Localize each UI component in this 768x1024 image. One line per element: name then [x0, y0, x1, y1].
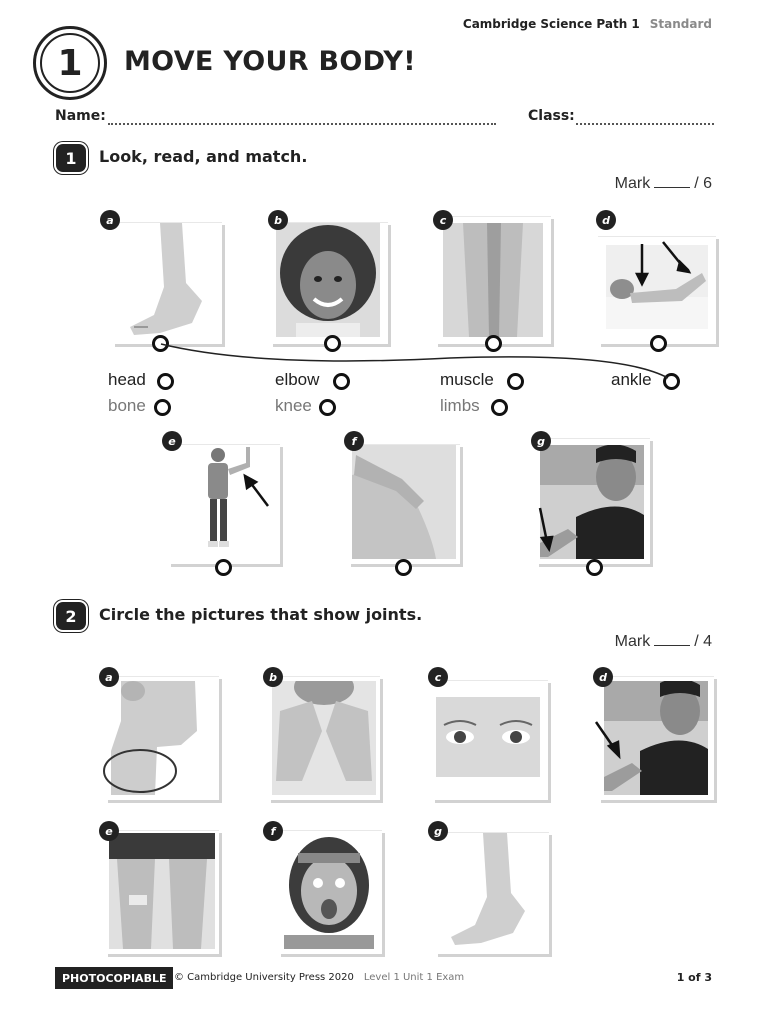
word-dot-head[interactable]: [157, 373, 174, 390]
exercise-2-mark: [615, 633, 712, 651]
exercise-2-instruction: Circle the pictures that show joints.: [99, 605, 423, 624]
ex1-picture-c: [435, 216, 551, 344]
word-dot-muscle[interactable]: [507, 373, 524, 390]
exercise-2-number: 2: [56, 602, 86, 630]
exercise-1-instruction: Look, read, and match.: [99, 147, 308, 166]
ex1-picture-b: [270, 222, 388, 344]
mark-label: Mark: [614, 633, 651, 650]
unit-number: 1: [57, 42, 83, 84]
ex2-picture-f[interactable]: [278, 830, 382, 954]
series-title: [463, 17, 712, 31]
mark-blank[interactable]: [654, 187, 690, 188]
word-dot-bone[interactable]: [154, 399, 171, 416]
exam-label: Level 1 Unit 1 Exam: [363, 972, 465, 983]
letter-g-badge: g: [428, 821, 448, 841]
ex2-picture-g[interactable]: [435, 832, 549, 954]
letter-b-badge: b: [263, 667, 283, 687]
name-label: Name:: [55, 108, 106, 124]
girl-tongue-out-photo: [280, 833, 378, 949]
letter-c-badge: c: [433, 210, 453, 230]
word-elbow: elbow: [275, 370, 320, 389]
copyright-line: [174, 972, 464, 983]
word-dot-ankle[interactable]: [663, 373, 680, 390]
letter-c-badge: c: [428, 667, 448, 687]
foot-on-tiptoe-photo: [120, 223, 214, 337]
letter-a-badge: a: [100, 210, 120, 230]
letter-e-badge: e: [162, 431, 182, 451]
series-level: Standard: [649, 17, 712, 31]
example-match-line: [161, 344, 668, 378]
photocopiable-tag: PHOTOCOPIABLE: [55, 967, 173, 989]
word-ankle: ankle: [611, 370, 652, 389]
knees-photo: [109, 833, 215, 949]
word-bone: bone: [108, 396, 146, 415]
word-knee: knee: [275, 396, 312, 415]
mark-total: / 6: [694, 175, 712, 192]
mark-total: / 4: [694, 633, 712, 650]
series-name: Cambridge Science Path 1: [462, 17, 640, 31]
letter-g-badge: g: [531, 431, 551, 451]
knee-photo: [352, 445, 456, 559]
mark-blank[interactable]: [654, 645, 690, 646]
hands-on-face-photo: [272, 681, 376, 795]
ex2-picture-b[interactable]: [268, 676, 380, 800]
match-dot-a[interactable]: [152, 335, 169, 352]
match-dot-f[interactable]: [395, 559, 412, 576]
exercise-1-mark: [615, 175, 712, 193]
smiling-girl-face-photo: [276, 223, 380, 337]
word-dot-elbow[interactable]: [333, 373, 350, 390]
ex2-picture-a[interactable]: [105, 676, 219, 800]
unit-number-badge: [33, 26, 107, 100]
word-dot-knee[interactable]: [319, 399, 336, 416]
letter-a-badge: a: [99, 667, 119, 687]
ex1-picture-d: [598, 236, 716, 344]
letter-f-badge: f: [344, 431, 364, 451]
ex2-picture-c[interactable]: [432, 680, 548, 800]
ex1-picture-g: [536, 438, 650, 564]
ex2-picture-d[interactable]: [598, 676, 714, 800]
match-dot-e[interactable]: [215, 559, 232, 576]
man-elbow-photo: [540, 445, 644, 559]
unit-title: MOVE YOUR BODY!: [124, 46, 416, 77]
word-limbs: limbs: [440, 396, 480, 415]
letter-d-badge: d: [593, 667, 613, 687]
word-head: head: [108, 370, 146, 389]
ex2-picture-e[interactable]: [105, 830, 219, 954]
match-dot-c[interactable]: [485, 335, 502, 352]
ex1-picture-f: [348, 444, 460, 564]
class-label: Class:: [528, 108, 575, 124]
word-muscle: muscle: [440, 370, 494, 389]
letter-f-badge: f: [263, 821, 283, 841]
child-arm-raised-photo: [174, 445, 274, 559]
foot-photo: [443, 833, 541, 949]
mark-label: Mark: [614, 175, 651, 192]
ex1-picture-a: [112, 222, 222, 344]
class-field[interactable]: [576, 123, 714, 125]
match-dot-b[interactable]: [324, 335, 341, 352]
baby-limbs-photo: [606, 245, 708, 329]
match-dot-g[interactable]: [586, 559, 603, 576]
exercise-1-number: 1: [56, 144, 86, 172]
letter-d-badge: d: [596, 210, 616, 230]
word-dot-limbs[interactable]: [491, 399, 508, 416]
man-elbow-photo: [604, 681, 708, 795]
letter-e-badge: e: [99, 821, 119, 841]
letter-b-badge: b: [268, 210, 288, 230]
ex1-picture-e: [168, 444, 280, 564]
eyes-photo: [436, 697, 540, 777]
name-field[interactable]: [108, 123, 496, 125]
neck-photo: [111, 681, 213, 795]
copyright-text: © Cambridge University Press 2020: [174, 972, 354, 983]
page-number: 1 of 3: [676, 971, 712, 984]
leg-muscle-photo: [443, 223, 543, 337]
match-dot-d[interactable]: [650, 335, 667, 352]
